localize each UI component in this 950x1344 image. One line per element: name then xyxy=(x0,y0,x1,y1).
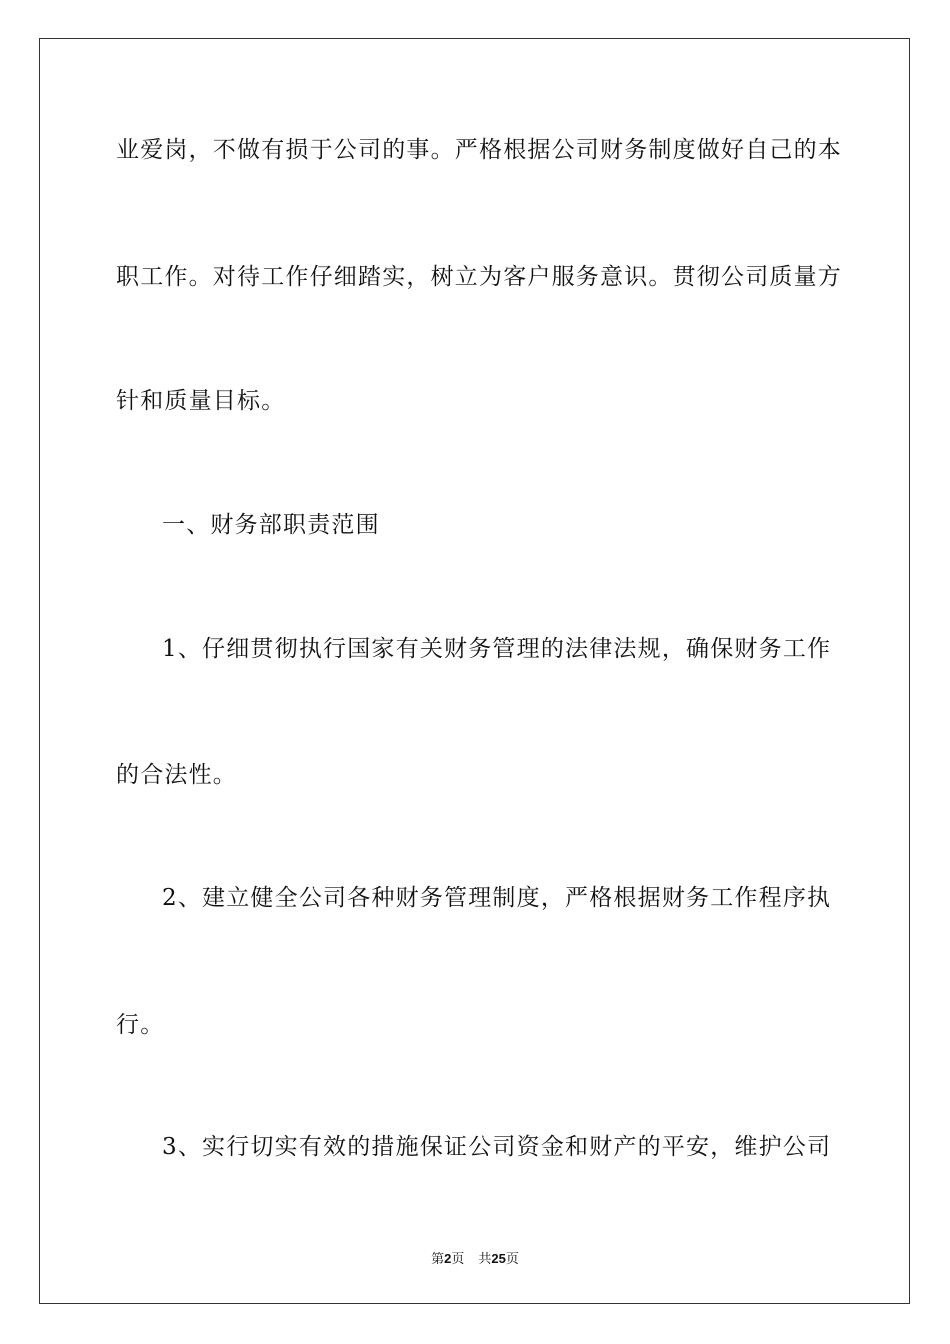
page-label-prefix: 第 xyxy=(431,1252,445,1267)
body-line-7: 2、建立健全公司各种财务管理制度，严格根据财务工作程序执 xyxy=(162,885,832,911)
total-label-prefix: 共 xyxy=(478,1252,492,1267)
body-line-3: 针和质量目标。 xyxy=(116,388,286,414)
page-border xyxy=(39,38,910,1304)
body-line-1: 业爱岗，不做有损于公司的事。严格根据公司财务制度做好自己的本 xyxy=(116,137,842,163)
total-label-suffix: 页 xyxy=(505,1252,519,1267)
body-line-6: 的合法性。 xyxy=(116,762,237,788)
section-heading: 一、财务部职责范围 xyxy=(162,512,380,538)
body-line-2: 职工作。对待工作仔细踏实，树立为客户服务意识。贯彻公司质量方 xyxy=(116,264,842,290)
total-page-count: 25 xyxy=(491,1251,506,1266)
body-line-8: 行。 xyxy=(116,1012,165,1038)
page-label-suffix: 页 xyxy=(451,1252,465,1267)
body-line-9: 3、实行切实有效的措施保证公司资金和财产的平安，维护公司 xyxy=(162,1134,832,1160)
body-line-5: 1、仔细贯彻执行国家有关财务管理的法律法规，确保财务工作 xyxy=(162,636,832,662)
page-footer xyxy=(0,1248,950,1267)
current-page-number: 2 xyxy=(444,1251,452,1266)
